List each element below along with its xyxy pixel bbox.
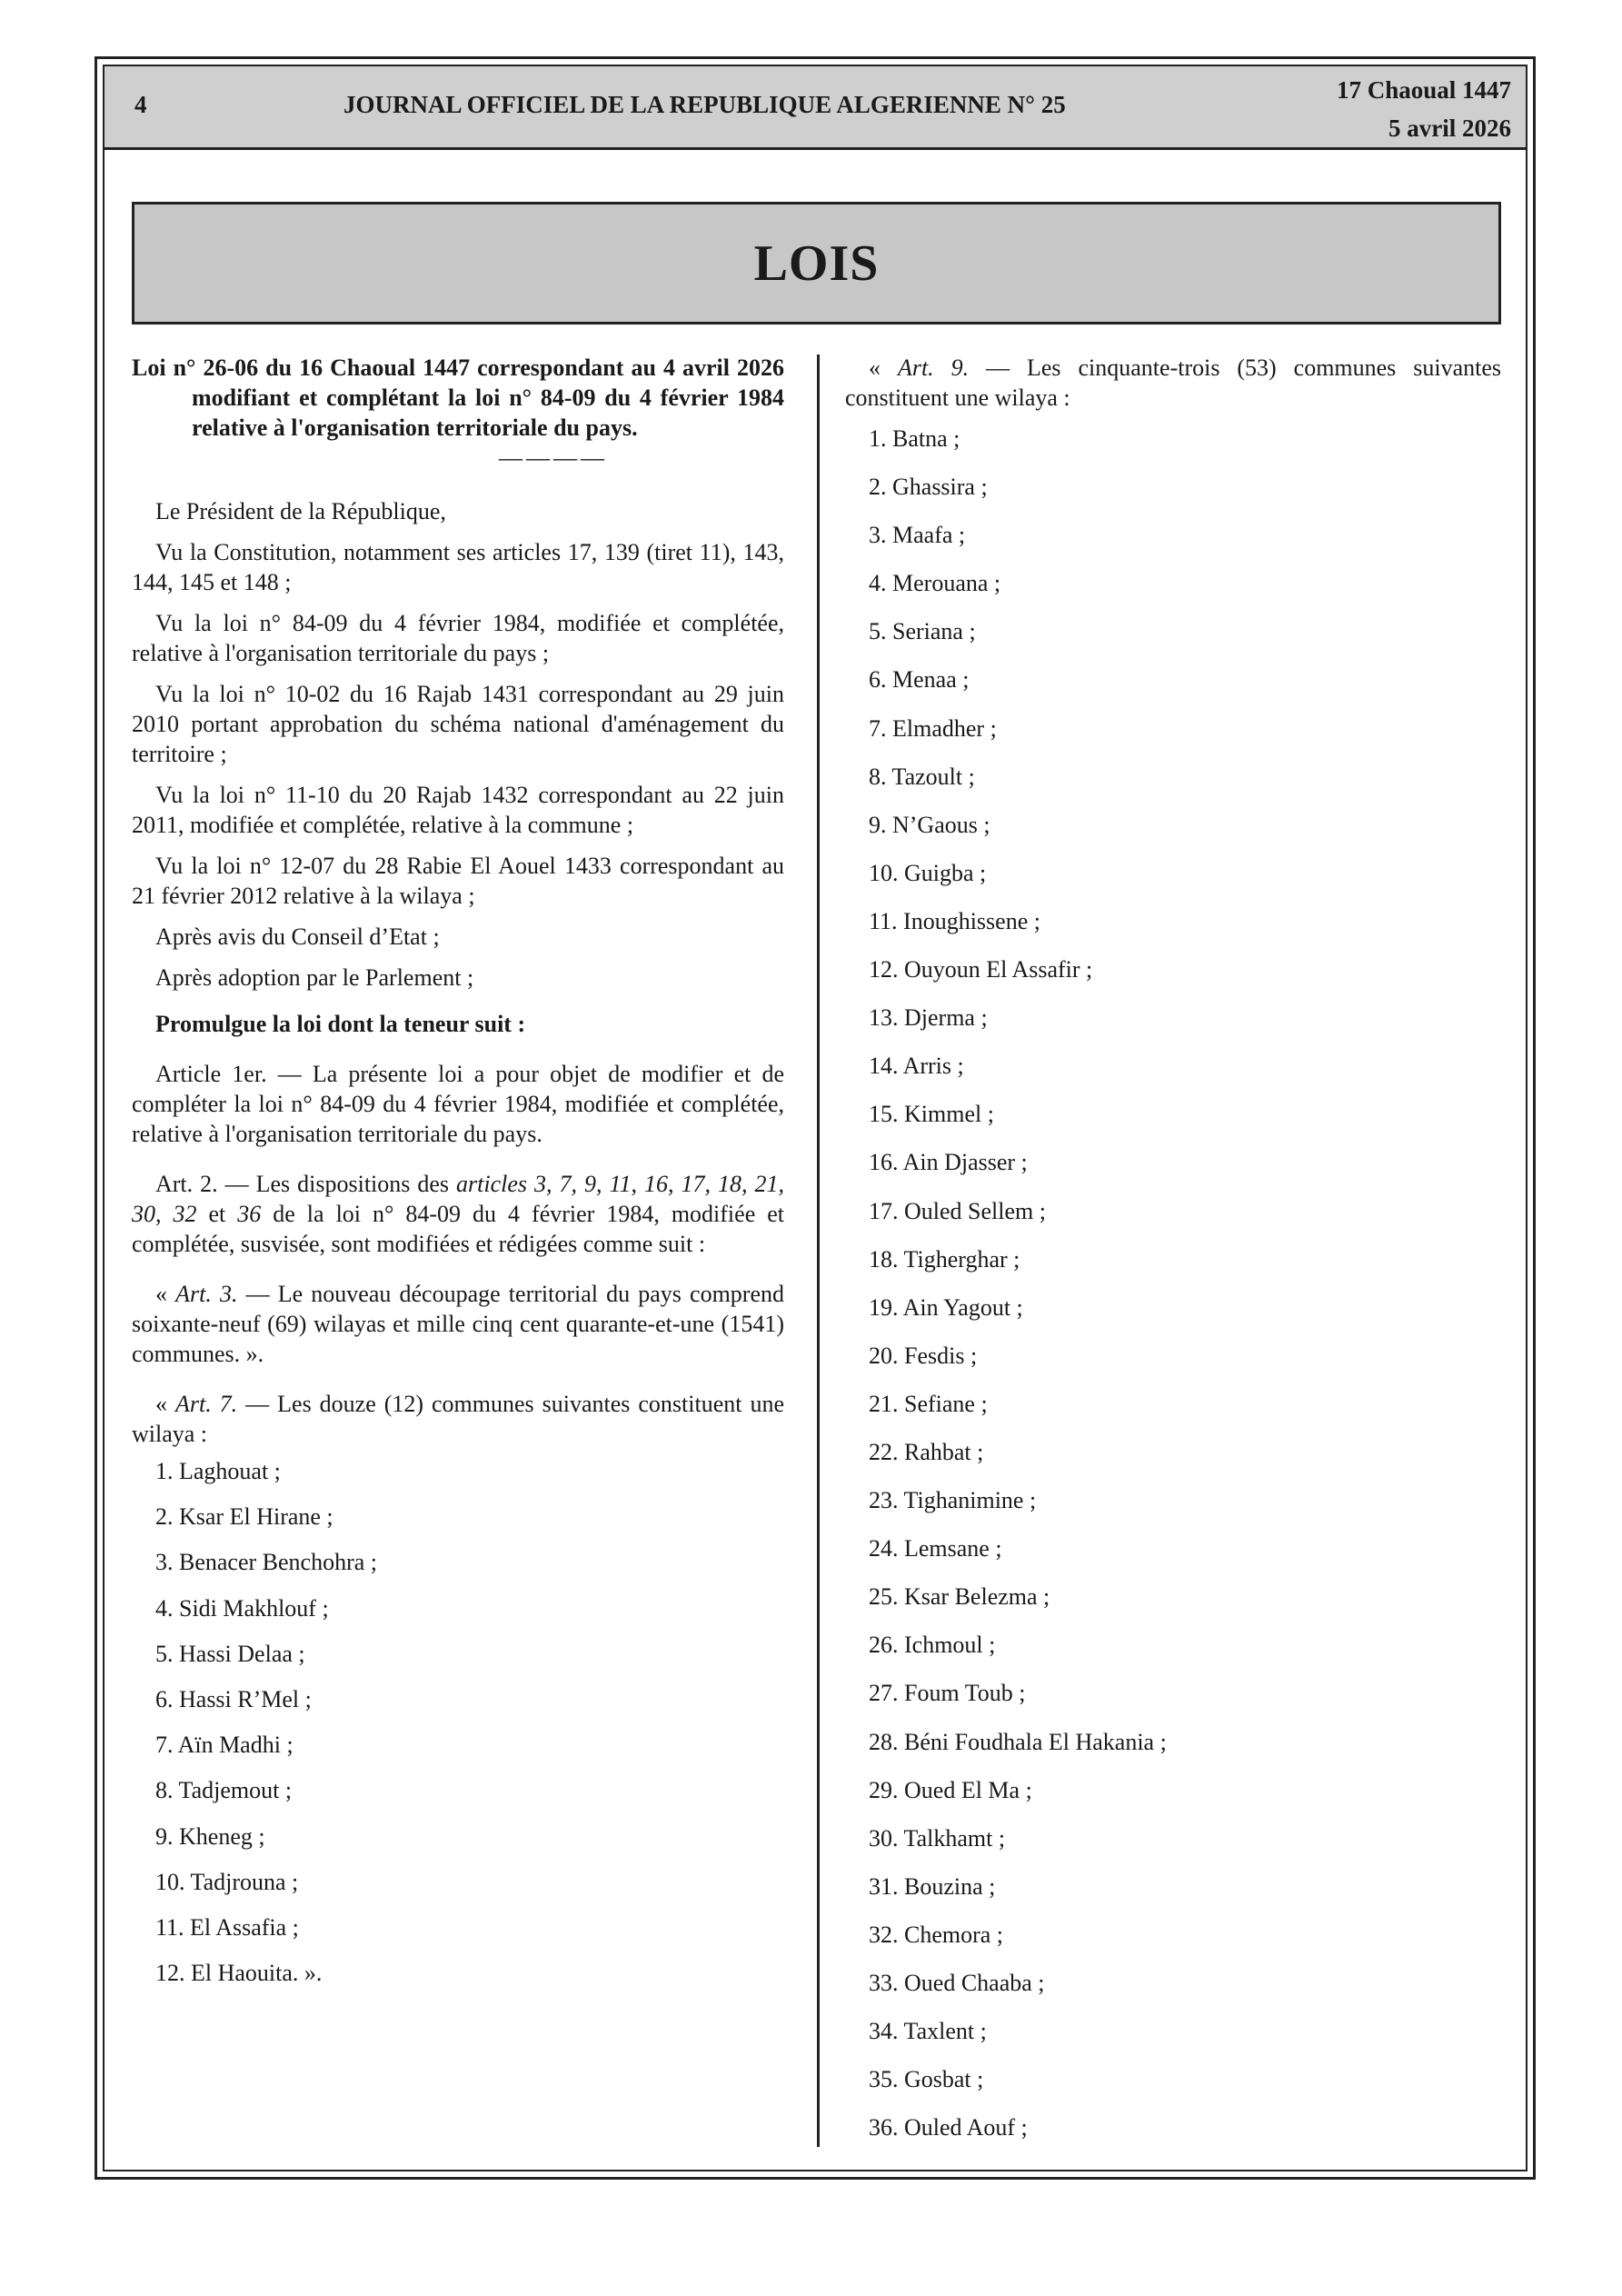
list-item: 7. Aïn Madhi ; (155, 1732, 294, 1759)
list-item: 34. Taxlent ; (869, 2018, 987, 2045)
list-item: 7. Elmadher ; (869, 714, 997, 742)
list-item: 20. Fesdis ; (869, 1342, 978, 1369)
art3-text: — Le nouveau découpage territorial du pays comprend soixante-neuf (69) wilayas et mille cinq cent quarante-et-une (1541) communes. ». (132, 1281, 784, 1367)
list-item: 6. Menaa ; (869, 666, 970, 694)
visa-loi-11-10: Vu la loi n° 11-10 du 20 Rajab 1432 correspondant au 22 juin 2011, modifiée et complétée, relative à la commune ; (132, 782, 784, 838)
art7-commune-list (132, 1456, 784, 2003)
art9-label: Art. 9. (897, 354, 970, 381)
list-item: 22. Rahbat ; (869, 1438, 984, 1465)
visa-loi-10-02: Vu la loi n° 10-02 du 16 Rajab 1431 correspondant au 29 juin 2010 portant approbation du schéma national d'aménagement du territoire ; (132, 681, 784, 767)
section-banner (132, 202, 1501, 324)
list-item: 5. Hassi Delaa ; (155, 1640, 305, 1667)
art7-quote: « (155, 1391, 175, 1417)
art7-label: Art. 7. (174, 1391, 238, 1417)
date-hijri: 17 Chaoual 1447 (1336, 76, 1511, 104)
list-item: 8. Tadjemout ; (155, 1777, 293, 1804)
list-item: 9. N’Gaous ; (869, 811, 990, 838)
art3-label: Art. 3. (175, 1281, 238, 1307)
column-divider (817, 354, 820, 2147)
right-column (845, 353, 1501, 2161)
article-7 (132, 1389, 784, 1449)
list-item: 30. Talkhamt ; (869, 1824, 1006, 1852)
list-item: 8. Tazoult ; (869, 763, 975, 790)
list-item: 31. Bouzina ; (869, 1872, 996, 1900)
visa-constitution: Vu la Constitution, notamment ses articles 17, 139 (tiret 11), 143, 144, 145 et 148 ; (132, 539, 784, 595)
list-item: 10. Guigba ; (869, 859, 987, 886)
list-item: 14. Arris ; (869, 1053, 964, 1080)
apres-avis: Après avis du Conseil d’Etat ; (155, 923, 440, 950)
list-item: 1. Laghouat ; (155, 1458, 281, 1484)
article-3 (132, 1279, 784, 1369)
list-item: 35. Gosbat ; (869, 2066, 984, 2093)
art9-commune-list (845, 424, 1501, 2161)
list-item: 23. Tighanimine ; (869, 1487, 1037, 1514)
list-item: 18. Tigherghar ; (869, 1245, 1020, 1273)
art9-quote: « (869, 354, 898, 381)
apres-adoption: Après adoption par le Parlement ; (155, 964, 474, 991)
list-item: 6. Hassi R’Mel ; (155, 1685, 312, 1712)
list-item: 2. Ghassira ; (869, 474, 988, 501)
list-item: 3. Maafa ; (869, 522, 966, 549)
visa-loi-84-09: Vu la loi n° 84-09 du 4 février 1984, modifiée et complétée, relative à l'organisation territoriale du pays ; (132, 610, 784, 666)
art2-text-a: Art. 2. — Les dispositions des (155, 1171, 457, 1197)
date-gregorian: 5 avril 2026 (1388, 115, 1511, 142)
list-item: 26. Ichmoul ; (869, 1632, 996, 1659)
list-item: 3. Benacer Benchohra ; (155, 1549, 378, 1576)
list-item: 33. Oued Chaaba ; (869, 1970, 1045, 1996)
list-item: 12. El Haouita. ». (155, 1960, 323, 1987)
art3-quote: « (155, 1281, 176, 1307)
list-item: 9. Kheneg ; (155, 1822, 265, 1850)
page-number: 4 (134, 91, 147, 118)
title-separator: ———— (499, 444, 608, 471)
promulgue: Promulgue la loi dont la teneur suit : (155, 1011, 526, 1037)
list-item: 13. Djerma ; (869, 1004, 988, 1032)
list-item: 29. Oued El Ma ; (869, 1776, 1032, 1803)
list-item: 17. Ouled Sellem ; (869, 1197, 1046, 1224)
list-item: 19. Ain Yagout ; (869, 1293, 1023, 1321)
list-item: 21. Sefiane ; (869, 1390, 988, 1417)
header-date (1337, 71, 1511, 147)
left-column (132, 353, 784, 2003)
section-title: LOIS (753, 235, 880, 292)
article-2 (132, 1169, 784, 1259)
list-item: 15. Kimmel ; (869, 1101, 994, 1128)
list-item: 11. Inoughissene ; (869, 907, 1040, 934)
art9-text: — Les cinquante-trois (53) communes suivantes constituent une wilaya : (845, 354, 1501, 411)
article-1: Article 1er. — La présente loi a pour objet de modifier et de compléter la loi n° 84-09 du 4 février 1984, modifiée et complétée, relative à l'organisation territoriale du pays. (132, 1061, 784, 1147)
art2-article-36: 36 (237, 1201, 262, 1227)
list-item: 24. Lemsane ; (869, 1535, 1002, 1562)
list-item: 16. Ain Djasser ; (869, 1149, 1028, 1176)
president-line: Le Président de la République, (155, 498, 446, 524)
art2-text-b: de la loi n° 84-09 du 4 février 1984, modifiée et complétée, susvisée, sont modifiées et rédigées comme suit : (132, 1201, 784, 1257)
art2-et: et (196, 1201, 238, 1227)
law-title: Loi n° 26-06 du 16 Chaoual 1447 correspondant au 4 avril 2026 modifiant et complétant la loi n° 84-09 du 4 février 1984 relative à l'organisation territoriale du pays. (132, 354, 784, 441)
list-item: 25. Ksar Belezma ; (869, 1583, 1050, 1611)
list-item: 10. Tadjrouna ; (155, 1868, 299, 1895)
list-item: 1. Batna ; (869, 425, 960, 452)
list-item: 28. Béni Foudhala El Hakania ; (869, 1728, 1167, 1755)
list-item: 4. Merouana ; (869, 570, 1001, 597)
journal-title: JOURNAL OFFICIEL DE LA REPUBLIQUE ALGERIENNE N° 25 (343, 91, 1066, 118)
article-9 (845, 353, 1501, 413)
list-item: 36. Ouled Aouf ; (869, 2114, 1028, 2141)
list-item: 11. El Assafia ; (155, 1913, 299, 1941)
list-item: 4. Sidi Makhlouf ; (155, 1594, 329, 1622)
art2-articles: articles 3, 7, 9, 11, 16, 17, 18, 21, 30, 32 (132, 1171, 785, 1227)
list-item: 32. Chemora ; (869, 1921, 1004, 1948)
list-item: 12. Ouyoun El Assafir ; (869, 956, 1093, 983)
art7-text: — Les douze (12) communes suivantes constituent une wilaya : (132, 1391, 784, 1447)
list-item: 27. Foum Toub ; (869, 1680, 1026, 1707)
list-item: 2. Ksar El Hirane ; (155, 1503, 333, 1531)
visa-loi-12-07: Vu la loi n° 12-07 du 28 Rabie El Aouel 1433 correspondant au 21 février 2012 relative à la wilaya ; (132, 853, 784, 909)
list-item: 5. Seriana ; (869, 618, 976, 645)
